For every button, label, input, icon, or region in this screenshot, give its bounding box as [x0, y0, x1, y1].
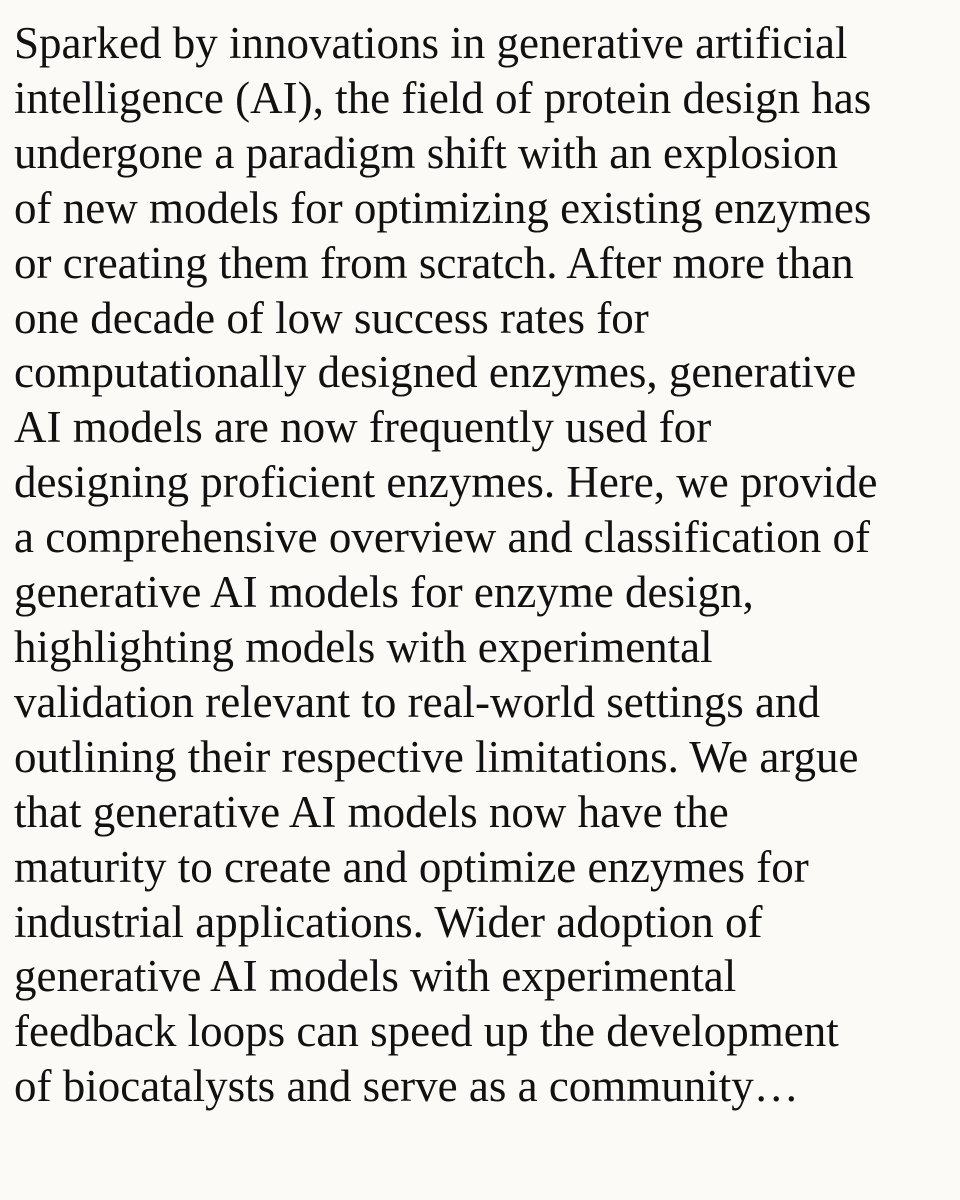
text-line: or creating them from scratch. After more than	[14, 237, 854, 288]
text-line: computationally designed enzymes, generative	[14, 347, 857, 398]
abstract-paragraph	[14, 16, 948, 1114]
text-line: undergone a paradigm shift with an explosion	[14, 127, 838, 178]
text-line: one decade of low success rates for	[14, 292, 649, 343]
text-line: industrial applications. Wider adoption of	[14, 896, 763, 947]
text-line: feedback loops can speed up the development	[14, 1006, 839, 1057]
text-line: maturity to create and optimize enzymes for	[14, 841, 809, 892]
text-line: generative AI models with experimental	[14, 951, 737, 1002]
text-line: outlining their respective limitations. We argue	[14, 731, 859, 782]
text-line: a comprehensive overview and classification of	[14, 512, 870, 563]
text-line: AI models are now frequently used for	[14, 402, 712, 453]
text-line: highlighting models with experimental	[14, 621, 713, 672]
text-line: designing proficient enzymes. Here, we provide	[14, 457, 878, 508]
text-line: intelligence (AI), the field of protein design has	[14, 72, 872, 123]
text-line: validation relevant to real-world settings and	[14, 676, 821, 727]
text-line: Sparked by innovations in generative artificial	[14, 18, 848, 68]
text-line: of biocatalysts and serve as a community…	[14, 1061, 799, 1112]
text-line: of new models for optimizing existing enzymes	[14, 182, 872, 233]
text-line: that generative AI models now have the	[14, 786, 729, 837]
text-line: generative AI models for enzyme design,	[14, 567, 754, 618]
